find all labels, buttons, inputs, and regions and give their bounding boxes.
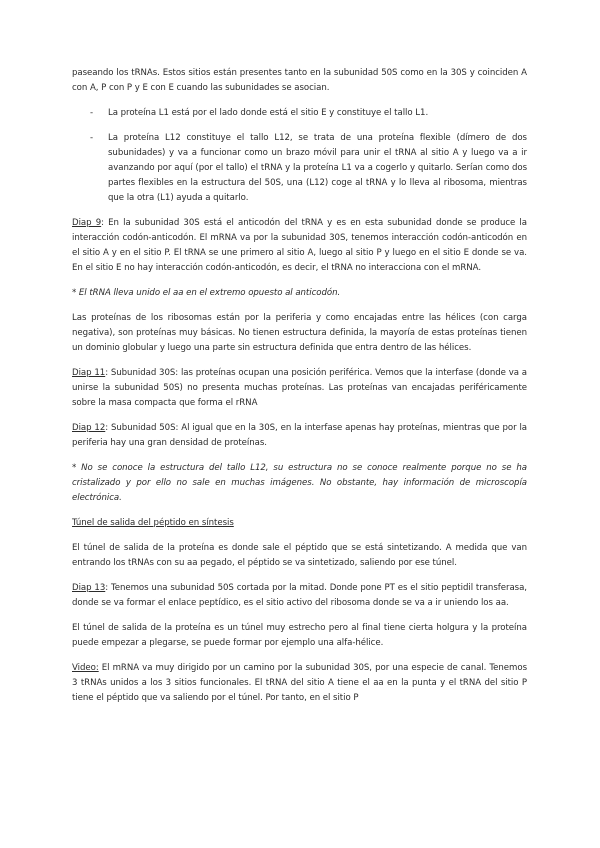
bullet-list	[72, 106, 527, 206]
bullet-text: La proteína L1 está por el lado donde está el sitio E y constituye el tallo L1.	[108, 108, 429, 118]
diapo12-text: : Subunidad 50S: Al igual que en la 30S, en la interfase apenas hay proteínas, mientras que por la periferia hay una gran densidad de proteínas.	[72, 423, 528, 448]
diapo9-text: : En la subunidad 30S está el anticodón del tRNA y es en esta subunidad donde se produce la interacción codón-anticodón. El mRNA va por la subunidad 30S, tenemos interacción codón-anticodón en el sitio A y en el sitio P. El tRNA se une primero al sitio A, luego al sitio P y luego en el sitio E donde se va. En el sitio E no hay interacción codón-anticodón, es decir, el tRNA no interacciona con el mRNA.	[72, 218, 527, 273]
diapo12-label: Diap 12	[72, 423, 106, 433]
diapo9-label: Diap 9	[72, 218, 102, 228]
diapo12-paragraph	[72, 421, 527, 451]
intro-paragraph: paseando los tRNAs. Estos sitios están presentes tanto en la subunidad 50S como en la 30S y coinciden A con A, P con P y E con E cuando las subunidades se asocian.	[72, 68, 527, 93]
diapo13-paragraph	[72, 581, 527, 611]
tunel-paragraph-2: El túnel de salida de la proteína es un túnel muy estrecho pero al final tiene cierta holgura y la proteína puede empezar a plegarse, se puede formar por ejemplo una alfa-hélice.	[72, 623, 527, 648]
bullet-item	[72, 106, 527, 121]
diapo13-text: : Tenemos una subunidad 50S cortada por la mitad. Donde pone PT es el sitio peptidil transferasa, donde se va formar el enlace peptídico, es el sitio activo del ribosoma donde se va a ir uniendo los aa.	[72, 583, 527, 608]
bullet-dash: -	[90, 133, 94, 143]
note-tallo-l12: * No se conoce la estructura del tallo L12, su estructura no se conoce realmente porque no se ha cristalizado y por ello no sale en muchas imágenes. No obstante, hay información de microscopía electrónica.	[72, 463, 527, 503]
bullet-text: La proteína L12 constituye el tallo L12, se trata de una proteína flexible (dímero de dos subunidades) y va a funcionar como un brazo móvil para unir el tRNA al sitio A y luego va a ir avanzando por aquí (por el tallo) el tRNA y la proteína L1 va a cogerlo y quitarlo. Serían como dos partes flexibles en la estructura del 50S, una (L12) coge al tRNA y lo lleva al ribosoma, mientras que la otra (L1) ayuda a quitarlo.	[108, 133, 527, 203]
diapo11-label: Diap 11	[72, 368, 106, 378]
tunel-paragraph-1: El túnel de salida de la proteína es donde sale el péptido que se está sintetizando. A medida que van entrando los tRNAs con su aa pegado, el péptido se va sintetizado, saliendo por ese túnel.	[72, 543, 527, 568]
diapo11-text: : Subunidad 30S: las proteínas ocupan una posición periférica. Vemos que la interfase (donde va a unirse la subunidad 50S) no presenta muchas proteínas. Las proteínas van encajadas periféricamente sobre la masa compacta que forma el rRNA	[72, 368, 527, 408]
document-page	[72, 66, 527, 706]
note-aa-anticodon: * El tRNA lleva unido el aa en el extremo opuesto al anticodón.	[72, 288, 341, 298]
bullet-item	[72, 131, 527, 206]
video-paragraph	[72, 661, 527, 706]
section-heading-tunel: Túnel de salida del péptido en síntesis	[72, 518, 234, 528]
diapo9-paragraph	[72, 216, 527, 276]
diapo11-paragraph	[72, 366, 527, 411]
video-label: Video:	[72, 663, 99, 673]
video-text: El mRNA va muy dirigido por un camino por la subunidad 30S, por una especie de canal. Tenemos 3 tRNAs unidos a los 3 sitios funcionales. El tRNA del sitio A tiene el aa en la punta y el tRNA del sitio P tiene el péptido que va saliendo por el túnel. Por tanto, en el sitio P	[72, 663, 527, 703]
diapo13-label: Diap 13	[72, 583, 106, 593]
proteinas-paragraph: Las proteínas de los ribosomas están por la periferia y como encajadas entre las hélices (con carga negativa), son proteínas muy básicas. No tienen estructura definida, la mayoría de estas proteínas tienen un dominio globular y luego una parte sin estructura definida que entra dentro de las hélices.	[72, 313, 527, 353]
bullet-dash: -	[90, 108, 94, 118]
